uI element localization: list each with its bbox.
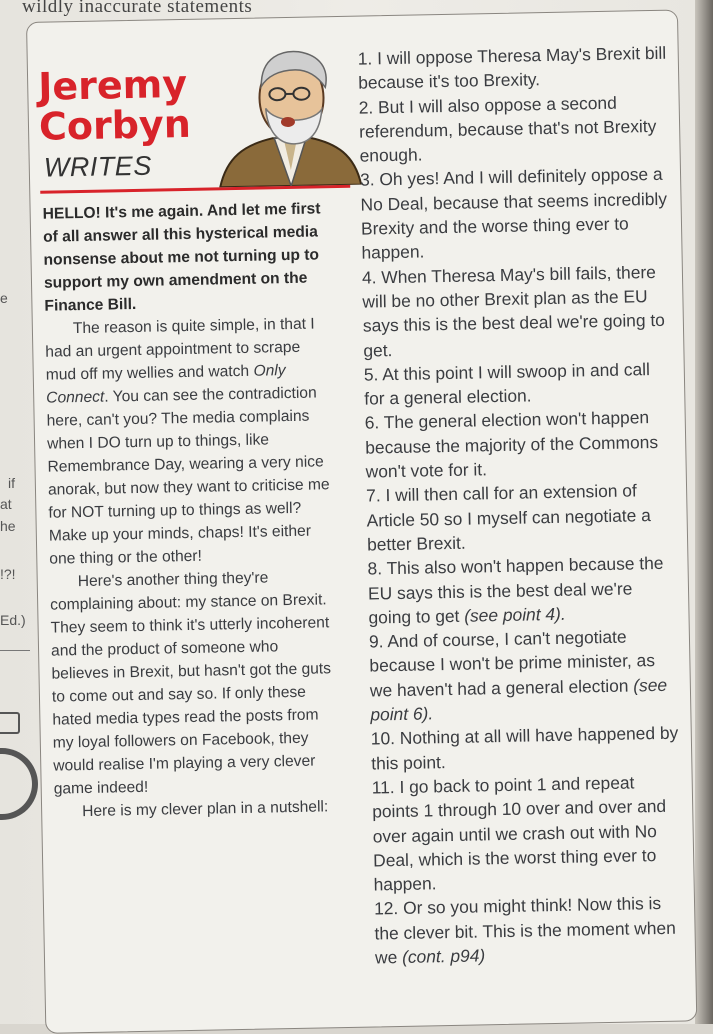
plan-item [358,89,669,168]
plan-text: 8. This also won't happen because the EU says this is the best deal we're going to get [367,553,663,627]
plan-ref: (cont. p94) [402,945,486,967]
margin-fragment: !?! [0,566,16,582]
plan-item [372,769,684,896]
previous-article-fragment: wildly inaccurate statements [22,0,662,32]
plan-text: 6. The general election won't happen because the majority of the Commons won't vote for it. [365,408,659,482]
margin-fragment: at [0,496,12,512]
body-paragraph [45,312,335,570]
column-header [37,35,360,209]
plan-text: 12. Or so you might think! Now this is the clever bit. This is the moment when we [374,893,676,967]
headline-first-name: Jeremy [38,64,191,107]
page-gutter [695,0,713,1024]
plan-item [367,551,678,630]
body-paragraph: Here's another thing they're complaining about: my stance on Brexit. They seem to think it's utterly incoherent and the product of someone who believes in Brexit, but hasn't got the guts to come out and say so. If only these hated media types read the posts from my loyal followers on Facebook, they would realise I'm playing a very clever game indeed! [50,565,339,800]
margin-fragment: Ed.) [0,612,26,628]
body-paragraph: Here is my clever plan in a nutshell: [54,795,339,823]
headline-name [38,64,191,147]
show-title: Only Connect [46,362,286,407]
plan-item [365,405,676,484]
intro-paragraph: HELLO! It's me again. And let me first of all answer all this hysterical media nonsense about me not turning up to support my own amendment on the Finance Bill. [42,197,329,317]
left-column [42,197,339,823]
plan-item [369,624,681,727]
margin-fragment: if [8,475,15,491]
margin-box [0,712,20,734]
plan-text: 9. And of course, I can't negotiate because I won't be prime minister, as we haven't had a general election [369,627,655,701]
plan-text: 11. I go back to point 1 and repeat points 1 through 10 over and over and over again until we crash out with No Deal, which is the worst thing ever to happen. [372,772,667,894]
plan-text: 3. Oh yes! And I will definitely oppose a No Deal, because that seems incredibly Brexity and the worse thing ever to happen. [360,164,667,263]
plan-item [362,259,674,362]
plan-item [374,891,685,970]
body-text: . You can see the contradiction here, can't you? The media complains when I DO turn up to things, like Remembrance Day, wearing a very nice anorak, but now they want to criticise me for NOT turning up to things as well? Make up your minds, chaps! It's either one thing or the other! [47,384,330,567]
margin-fragment: he [0,518,16,534]
margin-arc [0,748,38,820]
header-red-rule [40,185,350,194]
headline-writes: WRITES [44,151,153,184]
column-box [26,9,697,1033]
plan-text: 7. I will then call for an extension of Article 50 so I myself can negotiate a better Brexit. [366,481,651,555]
plan-list [358,41,686,970]
body-text: The reason is quite simple, in that I had an urgent appointment to scrape mud off my wellies and watch [45,316,315,384]
plan-text: 5. At this point I will swoop in and call for a general election. [364,359,650,409]
plan-text: 1. I will oppose Theresa May's Brexit bill because it's too Brexity. [358,43,667,93]
plan-text: 10. Nothing at all will have happened by this point. [371,723,679,773]
headline-last-name: Corbyn [39,104,192,147]
margin-rule [0,650,30,651]
plan-item [358,41,669,96]
plan-text: 2. But I will also oppose a second referendum, because that's not Brexity enough. [359,92,657,166]
plan-ref: (see point 6). [370,675,667,725]
plan-ref: (see point 4). [464,604,566,626]
plan-text: 4. When Theresa May's bill fails, there will be no other Brexit plan as the EU says this is the best deal we're going to get. [362,262,665,361]
plan-item [366,478,677,557]
plan-item [364,356,675,411]
caricature-illustration [213,45,366,188]
plan-item [371,721,682,776]
margin-fragment: e [0,290,8,306]
plan-item [360,162,672,265]
